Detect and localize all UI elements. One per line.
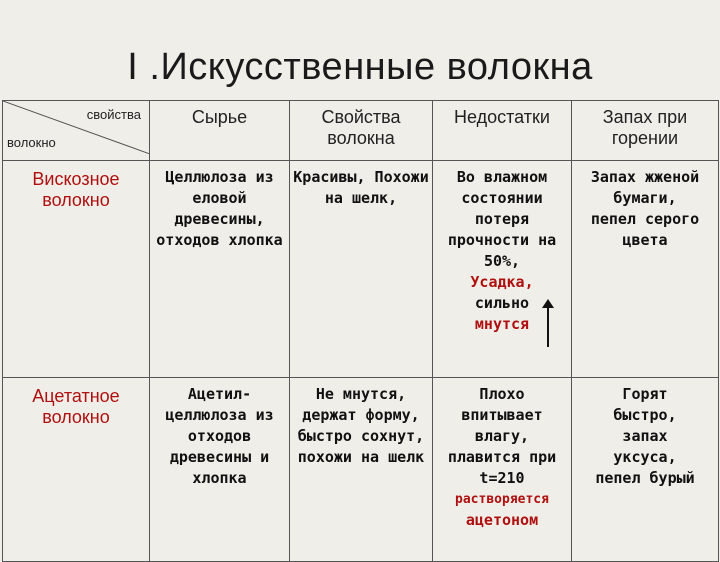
flaws-text: Во влажном состоянии потеря прочности на 50%, xyxy=(447,168,557,270)
table-row xyxy=(3,161,719,378)
table-row xyxy=(3,378,719,562)
cell-raw: Ацетил-целлюлоза из отходов древесины и хлопка xyxy=(150,378,290,562)
cell-smell: Горят быстро, запах уксуса, пепел бурый xyxy=(572,378,719,562)
fibers-table xyxy=(2,100,719,562)
flaws-red-crease: мнутся xyxy=(474,315,530,333)
page-title: I .Искусственные волокна xyxy=(127,46,593,88)
row-name-viscose: Вискозное волокно xyxy=(3,161,150,378)
up-arrow-icon xyxy=(541,299,555,349)
col-header-flaws: Недостатки xyxy=(433,101,572,161)
flaws-red-dissolves: растворяется xyxy=(455,492,549,507)
col-header-smell: Запах при горении xyxy=(572,101,719,161)
row-name-acetate: Ацетатное волокно xyxy=(3,378,150,562)
flaws-red-shrink: Усадка, xyxy=(470,273,534,291)
cell-raw: Целлюлоза из еловой древесины, отходов хлопка xyxy=(150,161,290,378)
col-header-props: Свойства волокна xyxy=(290,101,433,161)
header-row xyxy=(3,101,719,161)
corner-bottom-label: волокно xyxy=(7,135,56,150)
flaws-red-acetone: ацетоном xyxy=(465,511,539,529)
corner-top-label: свойства xyxy=(86,107,141,122)
cell-props: Не мнутся, держат форму, быстро сохнут, похожи на шелк xyxy=(290,378,433,562)
flaws-text: Плохо впитывает влагу, плавится при t=210 xyxy=(447,385,557,487)
cell-flaws xyxy=(433,161,572,378)
cell-props: Красивы, Похожи на шелк, xyxy=(290,161,433,378)
flaws-text-2: сильно xyxy=(474,294,530,312)
cell-smell: Запах жженой бумаги, пепел серого цвета xyxy=(572,161,719,378)
col-header-raw: Сырье xyxy=(150,101,290,161)
cell-flaws xyxy=(433,378,572,562)
corner-cell xyxy=(3,101,150,161)
